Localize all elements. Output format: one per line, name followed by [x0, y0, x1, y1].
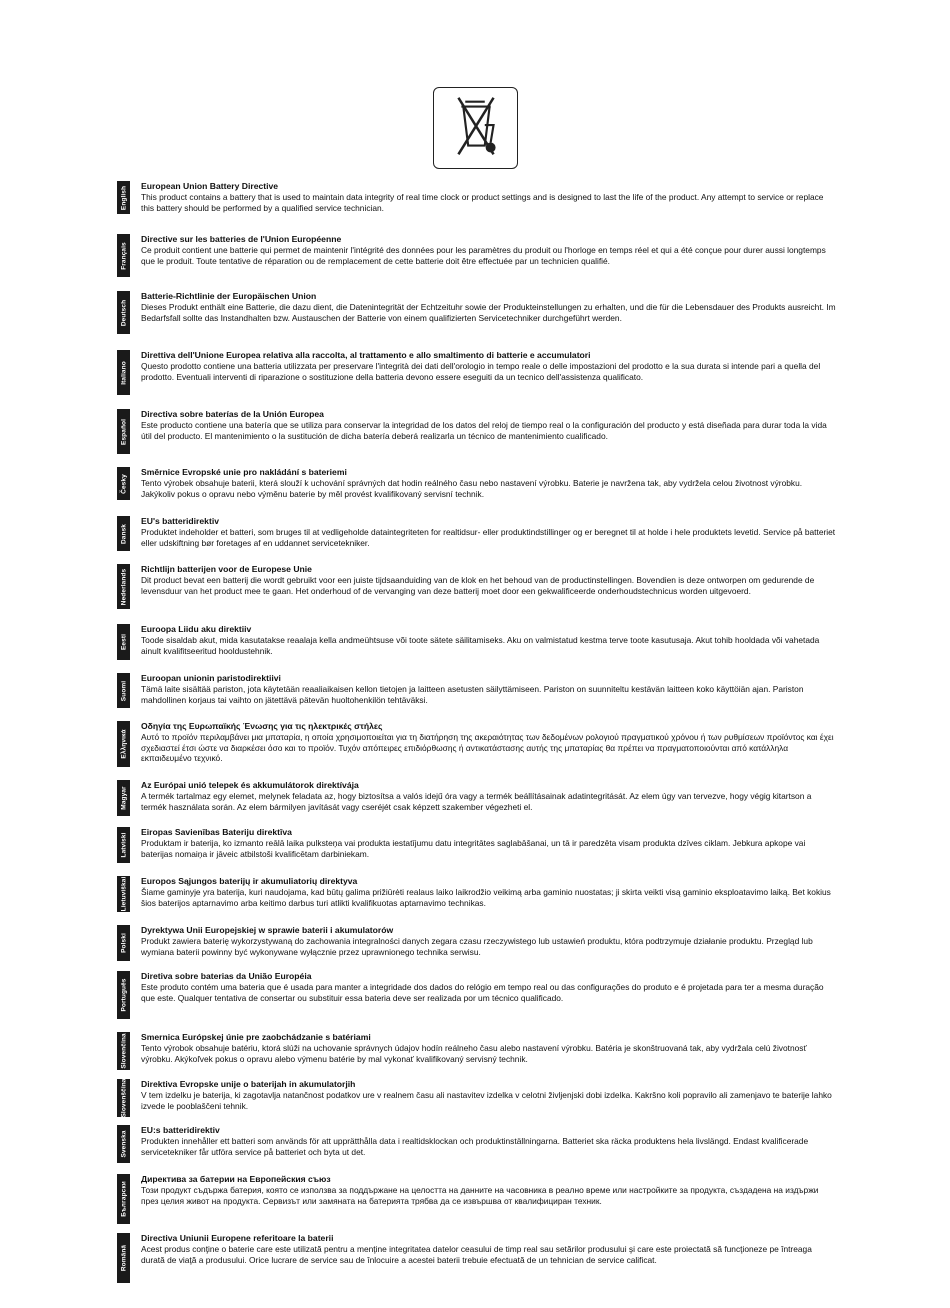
section-title: Direttiva dell'Unione Europea relativa alla raccolta, al trattamento e allo smaltimento di batterie e accumulatori [141, 350, 591, 360]
section-content [141, 291, 836, 323]
section-body: Tämä laite sisältää pariston, jota käytetään reaaliaikaisen kellon tietojen ja laitteen asetusten säilyttämiseen. Pariston on suunniteltu kestävän laitteen koko käyttöiän ajan. Pariston mahdollinen korjaus tai vaihto on jätettävä pätevän huoltohenkilön tehtäväksi. [141, 684, 804, 705]
language-tab: Eesti [117, 624, 130, 660]
section-body: Questo prodotto contiene una batteria utilizzata per preservare l'integrità dei dati dell'orologio in tempo reale o delle impostazioni del prodotto e la sua durata si intende pari a quella del prodotto. Eventuali interventi di riparazione o sostituzione della batteria devono essere eseguiti da un tecnico dell'assistenza qualificato. [141, 361, 821, 382]
language-tab: Português [117, 971, 130, 1019]
section-body: Този продукт съдържа батерия, която се използва за поддържане на целостта на данните на часовника в реално време или настройките за продукта, създадена на издържи през целия живот на продукта. Сервизът или замяната на батерията трябва да се извършва от квалифициран техник. [141, 1185, 819, 1206]
section-slovencina [0, 1032, 950, 1070]
section-body: Dit product bevat een batterij die wordt gebruikt voor een juiste tijdsaanduiding van de klok en het behoud van de productinstellingen. Bovendien is deze ontworpen om gedurende de levensduur van het product mee te gaan. Het onderhoud of de vervanging van deze batterij moet door een gekwalificeerde onderhoudstechnicus worden uitgevoerd. [141, 575, 815, 596]
language-tab: Magyar [117, 780, 130, 816]
language-tab: Dansk [117, 516, 130, 551]
section-title: Eiropas Savienības Bateriju direktīva [141, 827, 292, 837]
section-body: Šiame gaminyje yra baterija, kuri naudojama, kad būtų galima prižiūrėti realaus laiko laikrodžio veikimą arba gaminio nuostatas; ji skirta veikti visą gaminio eksploatavimo laiką. Bet kokius šios baterijos aptarnavimo arba keitimo darbus turi atlikti kvalifikuotas aptarnavimo technikas. [141, 887, 831, 908]
section-espanol [0, 409, 950, 454]
section-body: Tento výrobok obsahuje batériu, ktorá slúži na uchovanie správnych údajov hodín reálneho času alebo nastavení výrobku. Batéria je skonštruovaná tak, aby vydržala celú životnosť výrobku. Akýkoľvek pokus o opravu alebo výmenu batérie by mal vykonať kvalifikovaný servisný technik. [141, 1043, 807, 1064]
section-romana [0, 1233, 950, 1283]
section-italiano [0, 350, 950, 395]
section-latviski [0, 827, 950, 863]
section-title: Directiva sobre baterías de la Unión Europea [141, 409, 324, 419]
section-title: Euroopan unionin paristodirektiivi [141, 673, 281, 683]
section-content [141, 1233, 836, 1265]
section-title: Директива за батерии на Европейския съюз [141, 1174, 331, 1184]
section-title: Euroopa Liidu aku direktiiv [141, 624, 252, 634]
section-content [141, 624, 836, 656]
language-tab: Slovenčina [117, 1032, 130, 1070]
section-content [141, 1174, 836, 1206]
section-nederlands [0, 564, 950, 609]
section-body: Αυτό το προϊόν περιλαμβάνει μια μπαταρία, η οποία χρησιμοποιείται για τη διατήρηση της ακεραιότητας των δεδομένων ρολογιού πραγματικού χρόνου ή των ρυθμίσεων προϊόντος και έχει σχεδιαστεί έτσι ώστε να διαρκέσει όσο και το προϊόν. Τυχόν απόπειρες επιδιόρθωσης ή αντικατάστασης αυτής της μπαταρίας θα πρέπει να πραγματοποιούνται από κατάλληλα εκπαιδευμένο τεχνικό. [141, 732, 834, 764]
section-title: Directive sur les batteries de l'Union Européenne [141, 234, 342, 244]
language-tab: Slovenščina [117, 1079, 130, 1117]
section-slovenscina [0, 1079, 950, 1117]
language-tab: Español [117, 409, 130, 454]
language-tab: Български [117, 1174, 130, 1224]
section-title: EU's batteridirektiv [141, 516, 219, 526]
section-dansk [0, 516, 950, 551]
section-content [141, 827, 836, 859]
section-body: Produktam ir baterija, ko izmanto reālā laika pulksteņa vai produkta iestatījumu datu integritātes saglabāšanai, un tā ir paredzēta visam produkta dzīves ciklam. Jebkura apkope vai baterijas nomaiņa ir jāveic atbilstoši kvalificētam darbiniekam. [141, 838, 806, 859]
section-balgarski [0, 1174, 950, 1224]
section-content [141, 673, 836, 705]
language-tab: Italiano [117, 350, 130, 395]
crossed-out-wheelie-bin-icon [434, 88, 517, 168]
language-tab: Svenska [117, 1125, 130, 1163]
section-portugues [0, 971, 950, 1019]
section-title: Dyrektywa Unii Europejskiej w sprawie baterii i akumulatorów [141, 925, 394, 935]
section-title: Batterie-Richtlinie der Europäischen Union [141, 291, 317, 301]
section-body: Produkt zawiera baterię wykorzystywaną do zachowania integralności danych zegara czasu rzeczywistego lub ustawień produktu, która podtrzymuje działanie produktu. Przegląd lub wymiana baterii powinny być wykonywane wyłącznie przez uprawnionego technika serwisu. [141, 936, 813, 957]
section-content [141, 181, 836, 213]
section-content [141, 350, 836, 382]
weee-symbol-box [433, 87, 518, 169]
section-body: A termék tartalmaz egy elemet, melynek feladata az, hogy biztosítsa a valós idejű óra vagy a termék beállításainak adatintegritását. Az elem úgy van tervezve, hogy végig kitartson a termék használata során. Az elem bármilyen javítását vagy cseréjét csak képzett szakember végezheti el. [141, 791, 812, 812]
section-body: Ce produit contient une batterie qui permet de maintenir l'intégrité des données pour les paramètres du produit ou l'horloge en temps réel et qui a été conçue pour durer aussi longtemps que le produit. Toute tentative de réparation ou de remplacement de cette batterie doit être effectuée par un technicien qualifié. [141, 245, 826, 266]
section-title: Smernica Európskej únie pre zaobchádzanie s batériami [141, 1032, 371, 1042]
section-title: Direktiva Evropske unije o baterijah in akumulatorjih [141, 1079, 356, 1089]
section-lietuviskai [0, 876, 950, 912]
section-body: Toode sisaldab akut, mida kasutatakse reaalaja kella andmeühtsuse või toote sätete säilitamiseks. Aku on valmistatud kestma terve toote kasutusaja. Akut tohib hooldada või vahetada ainult kvalifitseeritud hooldustehnik. [141, 635, 820, 656]
section-content [141, 467, 836, 499]
section-title: Az Európai unió telepek és akkumulátorok direktívája [141, 780, 359, 790]
section-content [141, 1032, 836, 1064]
language-tab: Lietuviškai [117, 876, 130, 912]
section-body: Este produto contém uma bateria que é usada para manter a integridade dos dados do relógio em tempo real ou das configurações do produto e é projetada para ter a mesma duração que este. Qualquer tentativa de consertar ou substituir essa bateria deve ser realizada por um técnico qualificado. [141, 982, 824, 1003]
section-content [141, 971, 836, 1003]
section-content [141, 516, 836, 548]
section-content [141, 409, 836, 441]
language-tab: English [117, 181, 130, 214]
language-tab: Latviski [117, 827, 130, 863]
section-body: Tento výrobek obsahuje baterii, která slouží k uchování správných dat hodin reálného času nebo nastavení výrobku. Baterie je navržena tak, aby vydržela celou životnost výrobku. Jakýkoliv pokus o opravu nebo výměnu baterie by měl provést kvalifikovaný servisní technik. [141, 478, 803, 499]
section-content [141, 1125, 836, 1157]
section-deutsch [0, 291, 950, 334]
language-tab: Română [117, 1233, 130, 1283]
section-svenska [0, 1125, 950, 1163]
section-body: V tem izdelku je baterija, ki zagotavlja natančnost podatkov ure v realnem času ali nastavitev izdelka v celotni življenjski dobi izdelka. Kakršno koli popravilo ali zamenjavo te baterije lahko izvede le pooblaščeni tehnik. [141, 1090, 832, 1111]
language-tab: Nederlands [117, 564, 130, 609]
language-tab: Česky [117, 467, 130, 500]
section-content [141, 780, 836, 812]
section-body: Acest produs conţine o baterie care este utilizată pentru a menţine integritatea datelor ceasului de timp real sau setărilor produsului şi care este proiectată să funcţioneze pe întreaga durată de viaţă a produsului. Orice lucrare de service sau de înlocuire a acestei baterii trebuie efectuată de un tehnician de service calificat. [141, 1244, 812, 1265]
section-title: Směrnice Evropské unie pro nakládání s bateriemi [141, 467, 347, 477]
section-body: Produkten innehåller ett batteri som används för att upprätthålla data i realtidsklockan och produktinställningarna. Batteriet ska räcka produktens hela livslängd. Endast kvalificerade servicetekniker får utföra service på batteriet och byta ut det. [141, 1136, 809, 1157]
section-title: Europos Sąjungos baterijų ir akumuliatorių direktyva [141, 876, 358, 886]
language-tab: Suomi [117, 673, 130, 708]
section-content [141, 876, 836, 908]
section-body: This product contains a battery that is used to maintain data integrity of real time clock or product settings and is designed to last the life of the product. Any attempt to service or replace this battery should be performed by a qualified service technician. [141, 192, 824, 213]
section-content [141, 234, 836, 266]
language-tab: Français [117, 234, 130, 277]
section-content [141, 1079, 836, 1111]
section-title: EU:s batteridirektiv [141, 1125, 220, 1135]
language-tab: Ελληνικά [117, 721, 130, 767]
section-cesky [0, 467, 950, 500]
section-ellinika [0, 721, 950, 767]
section-title: Directiva Uniunii Europene referitoare la baterii [141, 1233, 334, 1243]
section-english [0, 181, 950, 214]
section-content [141, 925, 836, 957]
section-magyar [0, 780, 950, 816]
section-body: Produktet indeholder et batteri, som bruges til at vedligeholde dataintegriteten for realtidsur- eller produktindstillinger og er beregnet til at holde i hele produktets levetid. Service på batteriet eller udskiftning bør foretages af en uddannet servicetekniker. [141, 527, 836, 548]
section-body: Dieses Produkt enthält eine Batterie, die dazu dient, die Datenintegrität der Echtzeituhr sowie der Produkteinstellungen zu erhalten, und die für die Lebensdauer des Produkts ausreicht. Im Bedarfsfall sollte das Instandhalten bzw. Austauschen der Batterie von einem qualifizierten Servicetechniker durchgeführt werden. [141, 302, 836, 323]
section-francais [0, 234, 950, 277]
language-tab: Polski [117, 925, 130, 961]
section-content [141, 721, 836, 764]
section-body: Este producto contiene una batería que se utiliza para conservar la integridad de los datos del reloj de tiempo real o la configuración del producto y está diseñada para durar toda la vida útil del producto. El mantenimiento o la sustitución de dicha batería deberá realizarla un técnico de mantenimiento cualificado. [141, 420, 827, 441]
section-polski [0, 925, 950, 961]
section-title: Richtlijn batterijen voor de Europese Unie [141, 564, 312, 574]
section-eesti [0, 624, 950, 660]
language-tab: Deutsch [117, 291, 130, 334]
section-title: European Union Battery Directive [141, 181, 279, 191]
section-content [141, 564, 836, 596]
section-title: Οδηγία της Ευρωπαϊκής Ένωσης για τις ηλεκτρικές στήλες [141, 721, 383, 731]
section-title: Diretiva sobre baterias da União Européia [141, 971, 312, 981]
section-suomi [0, 673, 950, 708]
